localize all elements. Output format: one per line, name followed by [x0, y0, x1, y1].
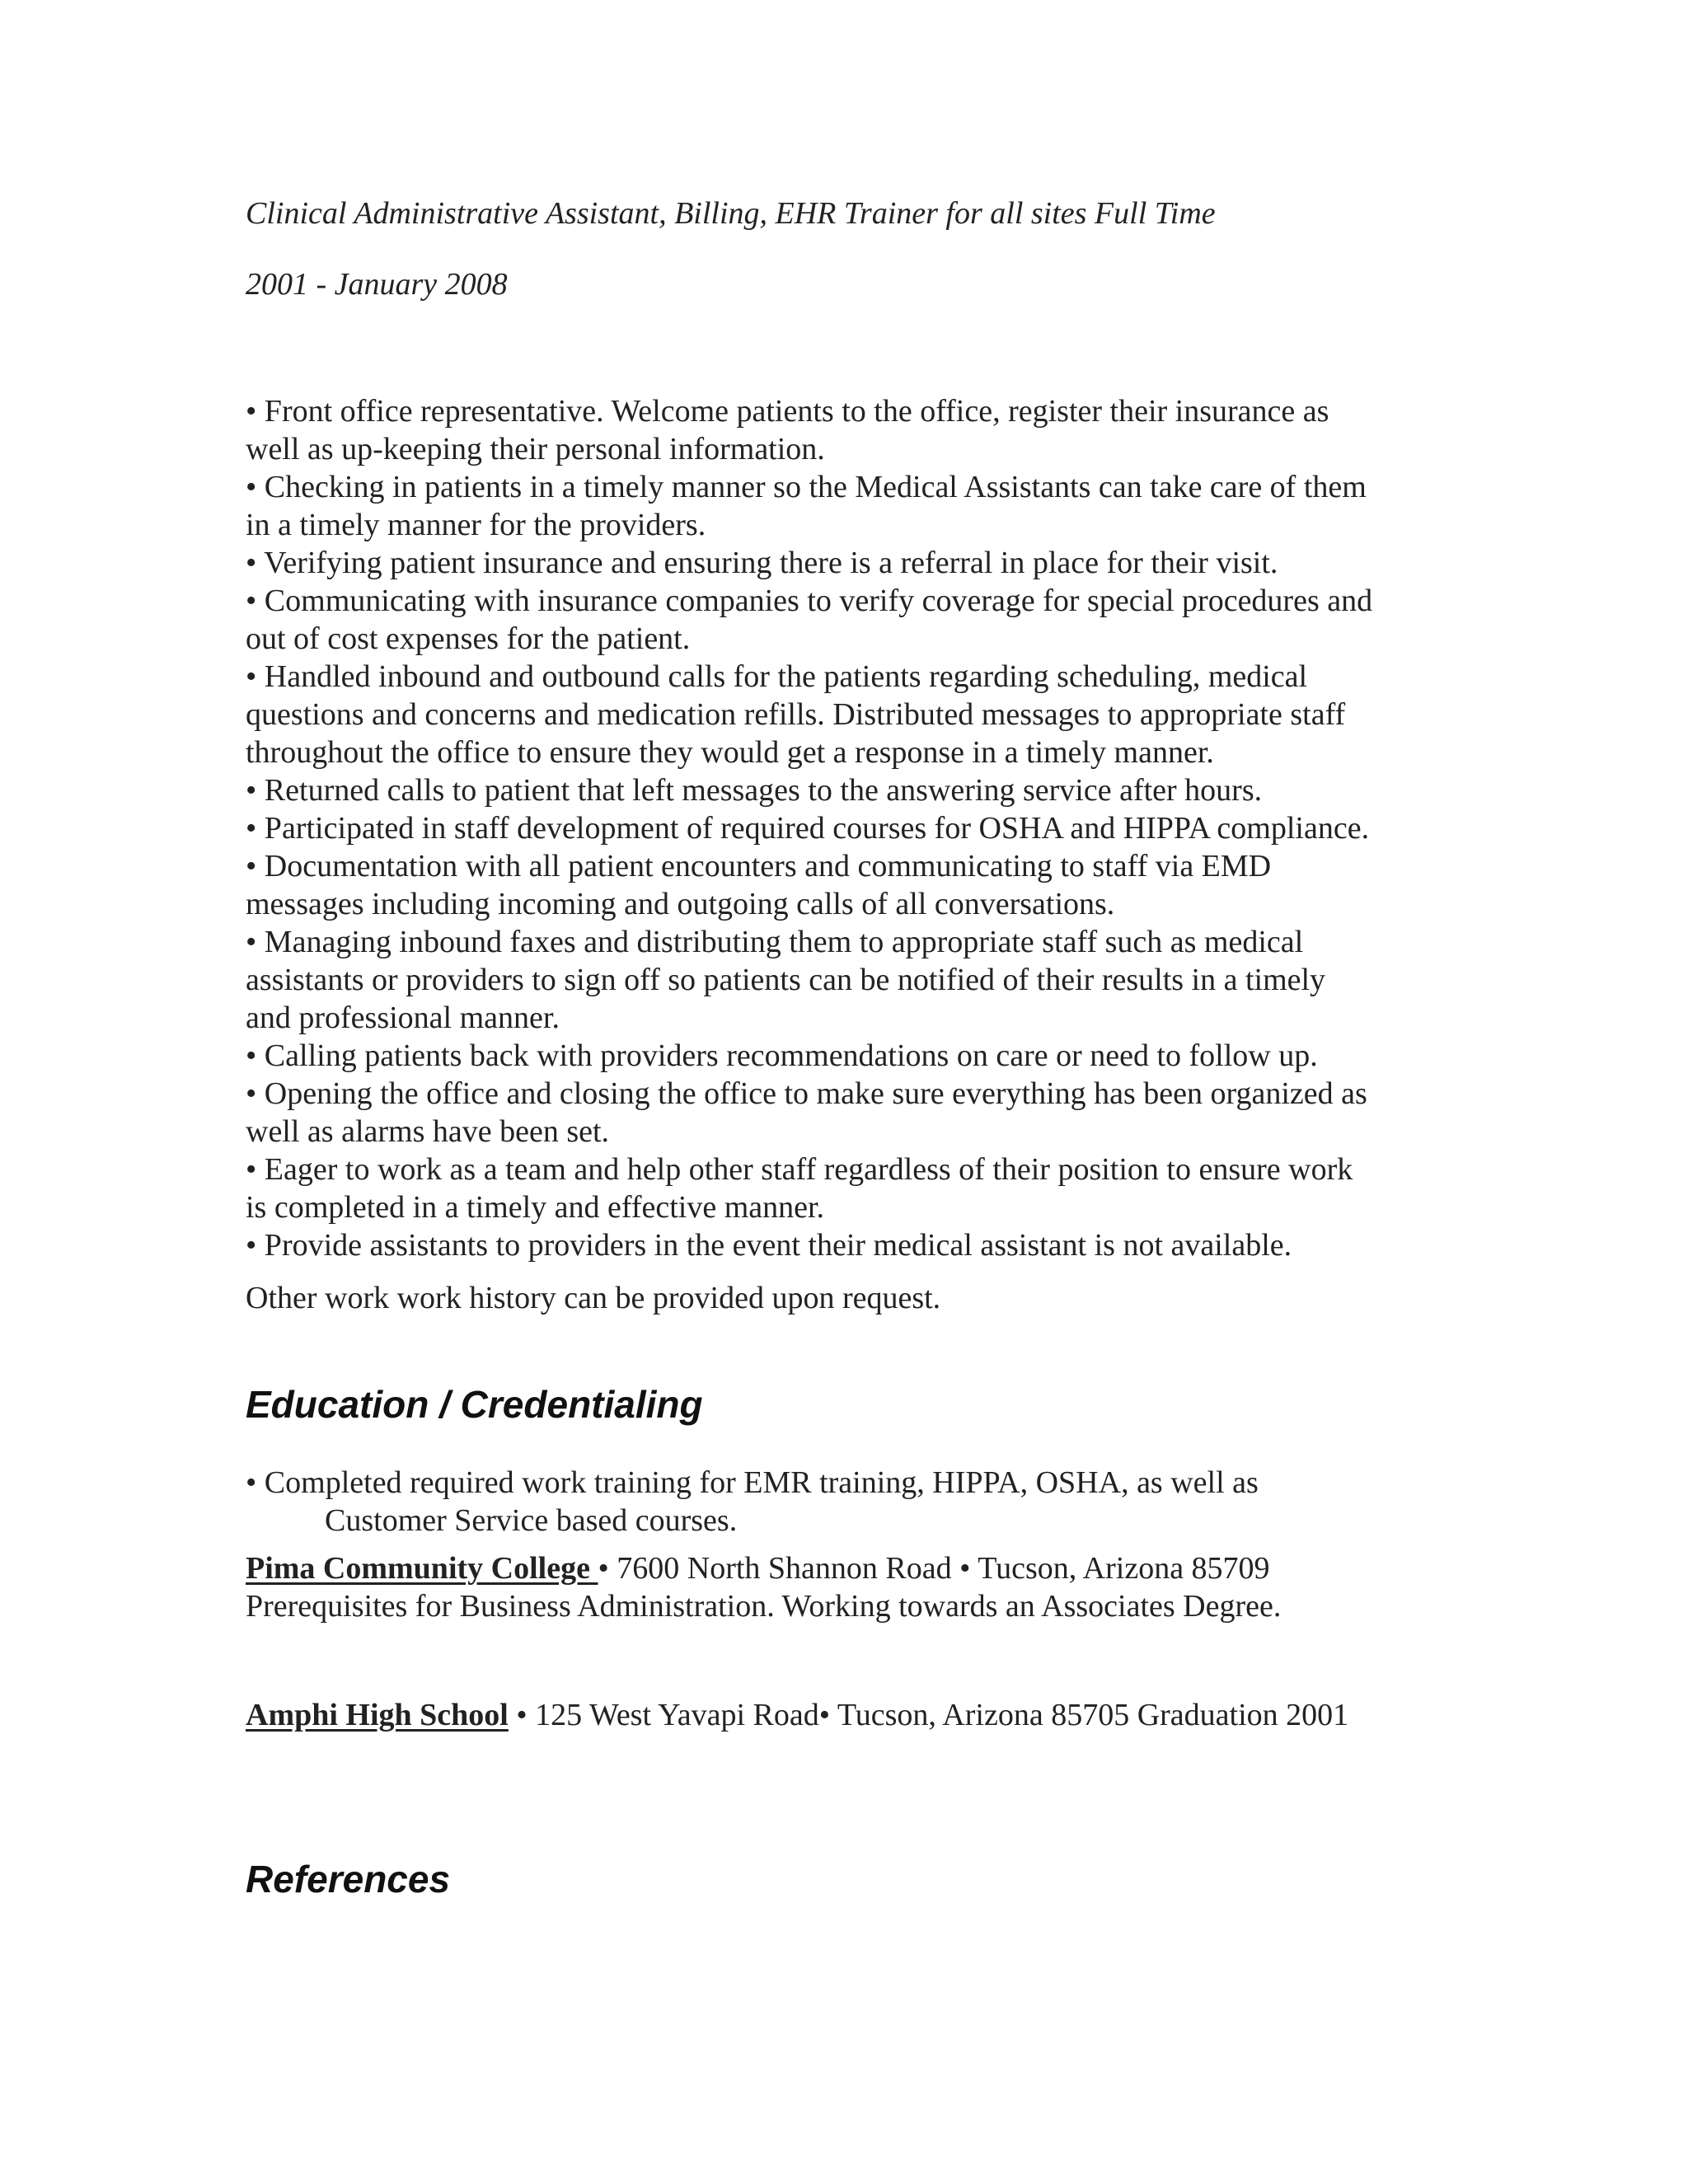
duty-line: • Verifying patient insurance and ensuring there is a referral in place for their visit.: [246, 546, 1278, 580]
duty-line: • Opening the office and closing the office to make sure everything has been organized as: [246, 1076, 1367, 1111]
duty-line: is completed in a timely and effective manner.: [246, 1190, 825, 1225]
duty-line: well as alarms have been set.: [246, 1114, 610, 1149]
duty-line: • Communicating with insurance companies to verify coverage for special procedures and: [246, 583, 1373, 618]
duty-line: • Participated in staff development of required courses for OSHA and HIPPA compliance.: [246, 811, 1370, 846]
pima-entry: [246, 1549, 1270, 1587]
duty-line: • Eager to work as a team and help other staff regardless of their position to ensure work: [246, 1152, 1353, 1187]
duty-line: • Calling patients back with providers recommendations on care or need to follow up.: [246, 1038, 1318, 1073]
duty-line: • Provide assistants to providers in the event their medical assistant is not available.: [246, 1228, 1292, 1263]
other-history-note: Other work work history can be provided upon request.: [246, 1281, 941, 1315]
duty-line: • Handled inbound and outbound calls for the patients regarding scheduling, medical: [246, 659, 1308, 694]
duty-line: in a timely manner for the providers.: [246, 508, 706, 542]
duty-line: • Front office representative. Welcome patients to the office, register their insurance as: [246, 394, 1329, 429]
references-heading: References: [246, 1858, 451, 1900]
duty-line: out of cost expenses for the patient.: [246, 621, 691, 656]
duty-line: throughout the office to ensure they would get a response in a timely manner.: [246, 735, 1214, 770]
amphi-address: • 125 West Yavapi Road• Tucson, Arizona 85705 Graduation 2001: [508, 1698, 1349, 1732]
duty-line: and professional manner.: [246, 1001, 560, 1035]
duty-line: • Managing inbound faxes and distributing them to appropriate staff such as medical: [246, 925, 1304, 959]
amphi-school-name: Amphi High School: [246, 1698, 509, 1732]
duty-line: well as up-keeping their personal information.: [246, 432, 825, 466]
pima-address: • 7600 North Shannon Road • Tucson, Arizona 85709: [598, 1551, 1270, 1586]
training-line: • Completed required work training for EMR training, HIPPA, OSHA, as well as: [246, 1465, 1259, 1500]
duty-line: • Documentation with all patient encounters and communicating to staff via EMD: [246, 849, 1272, 883]
education-heading: Education / Credentialing: [246, 1383, 703, 1426]
job-dates: 2001 - January 2008: [246, 267, 508, 302]
duty-line: questions and concerns and medication refills. Distributed messages to appropriate staff: [246, 697, 1346, 732]
pima-detail: Prerequisites for Business Administration. Working towards an Associates Degree.: [246, 1589, 1282, 1624]
pima-college-name: Pima Community College: [246, 1551, 598, 1586]
job-title: Clinical Administrative Assistant, Billing, EHR Trainer for all sites Full Time: [246, 196, 1216, 231]
duty-line: • Checking in patients in a timely manner so the Medical Assistants can take care of them: [246, 470, 1367, 504]
duty-line: messages including incoming and outgoing calls of all conversations.: [246, 887, 1115, 921]
duty-line: assistants or providers to sign off so patients can be notified of their results in a timely: [246, 963, 1326, 997]
amphi-entry: [246, 1696, 1348, 1734]
duty-line: • Returned calls to patient that left messages to the answering service after hours.: [246, 773, 1263, 808]
training-line-continued: Customer Service based courses.: [325, 1503, 738, 1538]
